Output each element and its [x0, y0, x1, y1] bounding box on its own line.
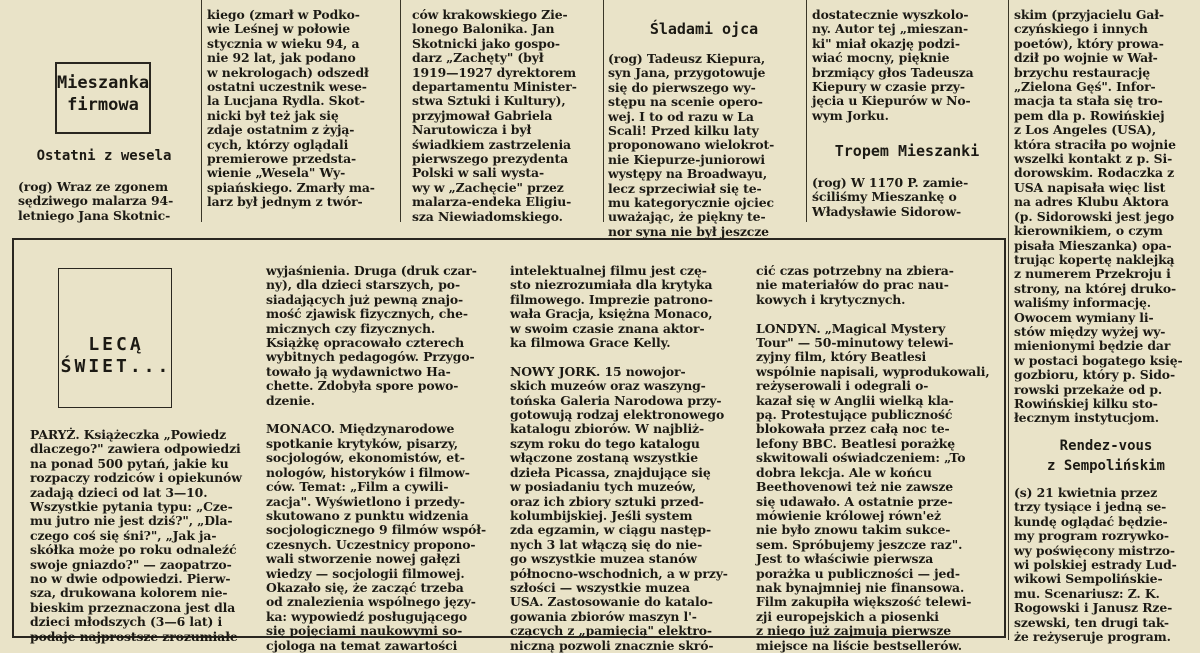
right-col-text: skim (przyjacielu Gał- czyńskiego i innych poetów), który prowa- dził po wojnie w Wał- brzychu restaurację „Zielona Gęś". Infor- macja ta stała się tro- pem dla p. Rowińskiej z Los Angeles (USA), która straciła po wojnie wszelki kontakt z p. Si- dorowskim. Rodaczka z USA napisała więc list na adres Klubu Aktora (p. Sidorowski jest jego kierownikiem, o czym pisała Mieszanka) opa- trując kopertę naklejką z numerem Przekroju i strony, na której druko- waliśmy informację. Owocem wymiany li- stów między wyżej wy- mienionymi będzie dar w postaci bogatego księ- gozbioru, który p. Sido- rowski przekaże od p. Rowińskiej kilku sto- łecznym instytucjom. — [1014, 7, 1183, 426]
top-col5-text: dostatecznie wyszkolo- ny. Autor tej „mieszan- ki" miał okazję podzi- wiać mocny, pięknie brzmiący głos Tadeusza Kiepury w czasie przy- jęcia u Kiepurów w No- wym Jorku. — [812, 7, 974, 123]
bottom-col1-text: PARYŻ. Książeczka „Powiedz dlaczego?" zawiera odpowiedzi na ponad 500 pytań, jakie ku rozpaczy rodziców i opiekunów zadają dzieci od lat 3—10. Wszystkie pytania typu: „Cze- mu jutro nie jest dziś?", „Dla- czego coś się śni?", „Jak ja- skółka może po roku odnaleźć swoje gniazdo?" — zaopatrzo- no w dwie odpowiedzi. Pierw- sza, drukowana kolorem nie- bieskim przeznaczona jest dla dzieci młodszych (3—6 lat) i podaje najprostsze zrozumiałe — [30, 427, 242, 644]
column-rule — [806, 0, 807, 222]
top-col5-text2: (rog) W 1170 P. zamie- ściliśmy Mieszankę o Władysławie Sidorow- — [812, 175, 969, 219]
column-rule — [201, 0, 202, 222]
mieszanka-title: Mieszanka firmowa — [56, 73, 150, 115]
column-rule — [1008, 0, 1009, 640]
top-col3-text: ców krakowskiego Zie- lonego Balonika. Jan Skotnicki jako gospo- darz „Zachęty" (był 1919—1927 dyrektorem departamentu Minister- stwa Sztuki i Kultury), przyjmował Gabriela Narutowicza i był świadkiem zastrzelenia pierwszego prezydenta Polski w sali wysta- wy w „Zachęcie" przez malarza-endeka Eligiu- sza Niewiadomskiego. — [412, 7, 577, 224]
tropem-mieszanki-heading: Tropem Mieszanki — [834, 142, 980, 160]
right-col-text2: (s) 21 kwietnia przez trzy tysiące i jedną se- kundę oglądać będzie- my program rozrywko- wy poświęcony mistrzo- wi polskiej estrady Lud- wikowi Sempolińskie- mu. Scenariusz: Z. K. Rogowski i Janusz Rze- szewski, ten drugi tak- że reżyseruje program. — [1014, 485, 1177, 645]
bottom-col2-text: wyjaśnienia. Druga (druk czar- ny), dla dzieci starszych, po- siadających już pewną znajo- mość zjawisk fizycznych, che- micznych czy fizycznych. Książkę opracowało czterech wybitnych pedagogów. Przygo- towało ją wydawnictwo Ha- chette. Zdobyła spore powo- dzenie. MONACO. Międzynarodowe spotkanie krytyków, pisarzy, socjologów, ekonomistów, et- nologów, historyków i filmow- ców. Temat: „Film a cywili- zacja". Wyświetlono i przedy- skutowano z punktu widzenia socjologicznego 9 filmów współ- czesnych. Uczestnicy propono- wali stworzenie nowej gałęzi wiedzy — socjologii filmowej. Okazało się, że zacząć trzeba od znalezienia wspólnego języ- ka: wypowiedź posługującego się pojęciami naukowymi so- cjologa na temat zawartości — [266, 263, 487, 653]
sladami-ojca-heading: Śladami ojca — [649, 20, 759, 38]
bottom-col3-text: intelektualnej filmu jest czę- sto niezrozumiała dla krytyka filmowego. Imprezie patrono- wała Gracja, księżna Monaco, w swoim czasie znana aktor- ka filmowa Grace Kelly. NOWY JORK. 15 nowojor- skich muzeów oraz waszyng- tońska Galeria Narodowa przy- gotowują rodzaj elektronowego katalogu zbiorów. W najbliż- szym roku do tego katalogu włączone zostaną wszystkie dzieła Picassa, znajdujące się w posiadaniu tych muzeów, oraz ich zbiory sztuki przed- kolumbijskiej. Jeśli system zda egzamin, w ciągu następ- nych 3 lat włączą się do nie- go wszystkie muzea stanów północno-wschodnich, a w przy- szłości — wszystkie muzea USA. Zastosowanie do katalo- gowania zbiorów maszyn l'- czących z „pamięcią" elektro- niczną pozwoli znacznie skró- — [510, 263, 728, 653]
ostatni-z-wesela-heading: Ostatni z wesela — [36, 148, 172, 164]
leca-swiet-title: LECĄ ŚWIET... — [60, 334, 172, 377]
top-col2-text: kiego (zmarł w Podko- wie Leśnej w połowie stycznia w wieku 94, a nie 92 lat, jak podano w nekrologach) odszedł ostatni uczestnik wese- la Lucjana Rydla. Skot- nicki był też jak się zdaje ostatnim z żyją- cych, którzy oglądali premierowe przedsta- wienie „Wesela" Wy- spiańskiego. Zmarły ma- larz był jednym z twór- — [207, 7, 375, 210]
bottom-col4-text: cić czas potrzebny na zbiera- nie materiałów do prac nau- kowych i krytycznych. LONDYN. „Magical Mystery Tour" — 50-minutowy telewi- zyjny film, który Beatlesi wspólnie napisali, wyprodukowali, reżyserowali i odegrali o- kazał się w Anglii wielką kla- pą. Protestujące publiczność blokowała przez całą noc te- lefony BBC. Beatlesi porażkę skwitowali oświadczeniem: „To dobra lekcja. Ale w końcu Beethovenowi też nie zawsze się udawało. A ostatnie prze- mówienie królowej równ'eż nie było znowu takim sukce- sem. Spróbujemy jeszcze raz". Jest to właściwie pierwsza porażka u publiczności — jed- nak bynajmniej nie finansowa. Film zakupiła większość telewi- zji europejskich a piosenki z niego już zajmują pierwsze miejsce na liście bestsellerów. — [756, 263, 990, 653]
column-rule — [603, 0, 604, 222]
top-col1-text: (rog) Wraz ze zgonem sędziwego malarza 94- letniego Jana Skotnic- — [18, 179, 174, 223]
rendez-vous-heading: Rendez-vous z Sempolińskim — [1046, 438, 1165, 474]
top-col4-text: (rog) Tadeusz Kiepura, syn Jana, przygotowuje się do pierwszego wy- stępu na scenie opero- wej. I to od razu w La Scali! Przed kilku laty proponowano wielokrot- nie Kiepurze-juniorowi występy na Broadwayu, lecz sprzeciwiał się te- mu kategorycznie ojciec uważając, że piękny te- nor syna nie był jeszcze — [608, 51, 775, 239]
column-rule — [400, 0, 401, 222]
